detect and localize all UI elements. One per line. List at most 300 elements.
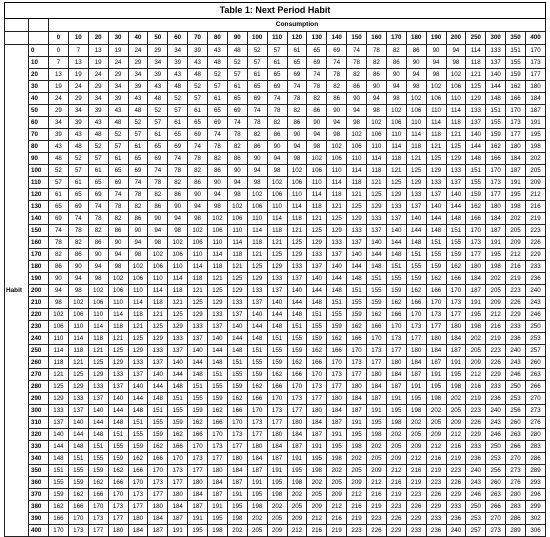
table-cell: 170 (486, 165, 506, 177)
table-cell: 78 (327, 69, 347, 81)
table-cell: 229 (426, 501, 446, 513)
table-cell: 140 (446, 189, 466, 201)
table-cell: 48 (208, 57, 228, 69)
table-cell: 202 (506, 213, 526, 225)
table-cell: 65 (307, 45, 327, 57)
table-cell: 184 (367, 381, 387, 393)
table-cell: 198 (247, 501, 267, 513)
table-cell: 151 (227, 357, 247, 369)
table-cell: 216 (486, 321, 506, 333)
table-cell: 170 (506, 105, 526, 117)
table-cell: 159 (386, 285, 406, 297)
table-cell: 94 (208, 189, 228, 201)
table-cell: 52 (148, 105, 168, 117)
table-cell: 98 (426, 69, 446, 81)
table-cell: 173 (227, 429, 247, 441)
table-cell: 129 (426, 165, 446, 177)
table-cell: 184 (426, 345, 446, 357)
column-header: 200 (446, 32, 466, 45)
table-cell: 125 (307, 225, 327, 237)
table-cell: 140 (168, 357, 188, 369)
table-cell: 118 (168, 285, 188, 297)
table-cell: 151 (168, 393, 188, 405)
table-cell: 137 (128, 369, 148, 381)
table-cell: 110 (406, 117, 426, 129)
table-cell: 125 (128, 333, 148, 345)
table-cell: 240 (466, 465, 486, 477)
table-cell: 180 (367, 369, 387, 381)
table-cell: 223 (347, 525, 367, 537)
table-cell: 52 (208, 69, 228, 81)
table-cell: 187 (406, 369, 426, 381)
table-cell: 61 (208, 93, 228, 105)
table-cell: 43 (68, 129, 88, 141)
table-cell: 114 (128, 297, 148, 309)
table-cell: 216 (406, 465, 426, 477)
table-cell: 209 (367, 465, 387, 477)
table-cell: 133 (227, 297, 247, 309)
table-cell: 137 (466, 117, 486, 129)
table-cell: 144 (347, 261, 367, 273)
table-cell: 273 (486, 525, 506, 537)
table-cell: 121 (168, 297, 188, 309)
table-cell: 195 (426, 381, 446, 393)
table-cell: 114 (386, 141, 406, 153)
table-cell: 110 (49, 333, 69, 345)
table-cell: 78 (267, 105, 287, 117)
table-cell: 118 (128, 309, 148, 321)
corner-cell-2 (29, 19, 49, 32)
row-header: 300 (29, 405, 49, 417)
table-cell: 137 (446, 177, 466, 189)
table-cell: 52 (247, 45, 267, 57)
table-cell: 57 (247, 57, 267, 69)
table-cell: 48 (168, 81, 188, 93)
table-cell: 140 (247, 309, 267, 321)
table-cell: 102 (247, 189, 267, 201)
table-cell: 233 (426, 513, 446, 525)
table-cell: 90 (168, 201, 188, 213)
table-cell: 187 (466, 285, 486, 297)
table-cell: 166 (466, 213, 486, 225)
table-cell: 219 (506, 273, 526, 285)
table-cell: 177 (426, 321, 446, 333)
table-cell: 202 (287, 489, 307, 501)
table-cell: 90 (148, 213, 168, 225)
table-cell: 133 (208, 309, 228, 321)
table-cell: 177 (267, 417, 287, 429)
table-cell: 78 (208, 141, 228, 153)
table-cell: 243 (506, 357, 526, 369)
table-cell: 61 (128, 141, 148, 153)
table-cell: 151 (88, 441, 108, 453)
table-cell: 74 (168, 153, 188, 165)
table-cell: 106 (287, 177, 307, 189)
table-cell: 48 (88, 129, 108, 141)
table-cell: 144 (267, 309, 287, 321)
table-cell: 48 (68, 141, 88, 153)
table-cell: 187 (307, 429, 327, 441)
row-header: 340 (29, 453, 49, 465)
table-cell: 162 (307, 345, 327, 357)
row-header: 190 (29, 273, 49, 285)
table-cell: 82 (168, 177, 188, 189)
table-cell: 159 (148, 429, 168, 441)
table-cell: 219 (466, 393, 486, 405)
table-cell: 177 (227, 441, 247, 453)
table-cell: 7 (49, 57, 69, 69)
table-cell: 155 (406, 261, 426, 273)
table-cell: 29 (148, 45, 168, 57)
table-cell: 202 (426, 405, 446, 417)
table-cell: 236 (446, 513, 466, 525)
table-cell: 159 (247, 369, 267, 381)
table-cell: 180 (247, 441, 267, 453)
table-cell: 86 (406, 45, 426, 57)
table-cell: 133 (347, 225, 367, 237)
table-row (5, 93, 546, 105)
column-header: 10 (68, 32, 88, 45)
table-cell: 219 (526, 213, 546, 225)
table-cell: 52 (188, 81, 208, 93)
table-cell: 140 (49, 429, 69, 441)
table-cell: 198 (267, 489, 287, 501)
table-cell: 162 (168, 429, 188, 441)
table-cell: 233 (506, 321, 526, 333)
table-cell: 205 (287, 501, 307, 513)
row-header: 10 (29, 57, 49, 69)
corner-cell (5, 19, 29, 32)
table-cell: 243 (486, 417, 506, 429)
table-row (5, 249, 546, 261)
table-cell: 253 (486, 453, 506, 465)
table-row (5, 201, 546, 213)
table-cell: 90 (88, 249, 108, 261)
table-cell: 180 (446, 321, 466, 333)
table-cell: 148 (287, 309, 307, 321)
table-cell: 166 (148, 453, 168, 465)
table-cell: 110 (307, 177, 327, 189)
table-cell: 223 (406, 489, 426, 501)
table-cell: 233 (526, 261, 546, 273)
table-cell: 173 (406, 321, 426, 333)
table-cell: 98 (367, 105, 387, 117)
table-cell: 184 (148, 513, 168, 525)
table-cell: 155 (68, 465, 88, 477)
table-cell: 129 (247, 273, 267, 285)
table-cell: 148 (486, 93, 506, 105)
table-cell: 159 (227, 381, 247, 393)
table-cell: 170 (49, 525, 69, 537)
table-cell: 166 (506, 93, 526, 105)
table-cell: 293 (526, 477, 546, 489)
row-header: 30 (29, 81, 49, 93)
table-cell: 125 (208, 285, 228, 297)
table-cell: 106 (128, 273, 148, 285)
table-cell: 155 (367, 285, 387, 297)
table-cell: 180 (128, 513, 148, 525)
table-cell: 226 (526, 237, 546, 249)
column-header-row (5, 32, 546, 45)
table-row (5, 69, 546, 81)
table-cell: 191 (327, 429, 347, 441)
table-cell: 129 (188, 309, 208, 321)
table-cell: 166 (327, 345, 347, 357)
table-cell: 191 (208, 501, 228, 513)
table-row (5, 165, 546, 177)
table-cell: 202 (386, 429, 406, 441)
table-cell: 184 (506, 153, 526, 165)
table-cell: 173 (446, 297, 466, 309)
table-cell: 82 (68, 237, 88, 249)
table-cell: 286 (506, 513, 526, 525)
table-cell: 144 (227, 333, 247, 345)
table-cell: 74 (108, 189, 128, 201)
table-cell: 82 (247, 129, 267, 141)
table-cell: 223 (446, 465, 466, 477)
table-cell: 159 (287, 345, 307, 357)
column-header: 80 (208, 32, 228, 45)
table-cell: 184 (466, 273, 486, 285)
table-cell: 166 (486, 153, 506, 165)
table-cell: 86 (227, 153, 247, 165)
table-cell: 121 (227, 261, 247, 273)
table-cell: 125 (327, 213, 347, 225)
table-cell: 162 (267, 369, 287, 381)
row-header: 350 (29, 465, 49, 477)
table-cell: 273 (526, 405, 546, 417)
column-header: 120 (287, 32, 307, 45)
table-cell: 173 (68, 525, 88, 537)
table-cell: 106 (247, 201, 267, 213)
table-cell: 212 (506, 249, 526, 261)
table-cell: 209 (307, 501, 327, 513)
table-cell: 198 (307, 465, 327, 477)
row-header: 270 (29, 369, 49, 381)
table-cell: 110 (446, 93, 466, 105)
table-cell: 90 (128, 225, 148, 237)
table-cell: 114 (108, 309, 128, 321)
table-cell: 69 (128, 165, 148, 177)
table-cell: 65 (128, 153, 148, 165)
table-cell: 125 (68, 369, 88, 381)
table-cell: 191 (506, 177, 526, 189)
table-cell: 155 (227, 369, 247, 381)
table-cell: 144 (406, 225, 426, 237)
table-cell: 166 (287, 369, 307, 381)
table-cell: 110 (347, 153, 367, 165)
table-cell: 125 (108, 345, 128, 357)
table-cell: 151 (367, 273, 387, 285)
table-cell: 219 (327, 525, 347, 537)
table-cell: 198 (406, 405, 426, 417)
table-cell: 106 (49, 321, 69, 333)
table-cell: 125 (188, 297, 208, 309)
table-cell: 184 (406, 357, 426, 369)
table-cell: 118 (108, 321, 128, 333)
table-cell: 148 (466, 153, 486, 165)
table-cell: 191 (526, 117, 546, 129)
table-row (5, 441, 546, 453)
table-row (5, 393, 546, 405)
table-cell: 19 (108, 45, 128, 57)
table-cell: 140 (188, 345, 208, 357)
table-cell: 133 (486, 45, 506, 57)
table-cell: 209 (526, 177, 546, 189)
table-cell: 114 (466, 45, 486, 57)
table-cell: 162 (426, 273, 446, 285)
table-cell: 170 (287, 381, 307, 393)
table-cell: 233 (446, 501, 466, 513)
table-cell: 140 (148, 369, 168, 381)
table-cell: 74 (287, 81, 307, 93)
table-cell: 102 (287, 165, 307, 177)
table-cell: 236 (506, 333, 526, 345)
table-cell: 98 (188, 213, 208, 225)
table-row (5, 381, 546, 393)
table-cell: 61 (287, 45, 307, 57)
table-cell: 223 (506, 285, 526, 297)
table-cell: 216 (367, 489, 387, 501)
table-cell: 74 (148, 165, 168, 177)
table-cell: 106 (168, 249, 188, 261)
table-cell: 202 (367, 441, 387, 453)
table-cell: 94 (128, 237, 148, 249)
table-cell: 114 (426, 117, 446, 129)
table-cell: 144 (327, 273, 347, 285)
table-cell: 114 (287, 201, 307, 213)
table-cell: 187 (327, 417, 347, 429)
table-cell: 198 (486, 261, 506, 273)
table-cell: 98 (327, 129, 347, 141)
table-cell: 219 (386, 489, 406, 501)
table-cell: 198 (347, 441, 367, 453)
table-cell: 137 (247, 297, 267, 309)
table-cell: 155 (506, 57, 526, 69)
table-cell: 57 (188, 93, 208, 105)
table-cell: 148 (128, 405, 148, 417)
table-cell: 187 (227, 477, 247, 489)
table-cell: 159 (208, 393, 228, 405)
table-cell: 302 (526, 513, 546, 525)
table-cell: 82 (347, 69, 367, 81)
table-cell: 52 (128, 117, 148, 129)
table-row (5, 141, 546, 153)
table-cell: 209 (386, 453, 406, 465)
table-cell: 180 (406, 345, 426, 357)
table-cell: 110 (267, 201, 287, 213)
table-cell: 133 (247, 285, 267, 297)
table-row (5, 501, 546, 513)
row-header: 110 (29, 177, 49, 189)
table-cell: 121 (426, 141, 446, 153)
table-cell: 102 (168, 237, 188, 249)
table-cell: 65 (108, 165, 128, 177)
table-cell: 162 (367, 309, 387, 321)
table-cell: 257 (466, 525, 486, 537)
table-cell: 118 (367, 165, 387, 177)
row-header: 250 (29, 345, 49, 357)
table-cell: 162 (327, 333, 347, 345)
table-cell: 187 (247, 465, 267, 477)
table-cell: 148 (446, 213, 466, 225)
table-cell: 129 (446, 153, 466, 165)
table-cell: 110 (108, 297, 128, 309)
table-cell: 57 (208, 81, 228, 93)
table-cell: 43 (148, 81, 168, 93)
table-cell: 187 (347, 405, 367, 417)
table-cell: 137 (188, 333, 208, 345)
table-cell: 133 (49, 405, 69, 417)
table-cell: 106 (406, 105, 426, 117)
table-cell: 98 (446, 57, 466, 69)
table-cell: 74 (188, 141, 208, 153)
table-cell: 202 (406, 417, 426, 429)
table-cell: 110 (68, 321, 88, 333)
table-cell: 198 (526, 141, 546, 153)
table-cell: 184 (227, 465, 247, 477)
table-cell: 173 (88, 513, 108, 525)
table-cell: 24 (88, 69, 108, 81)
table-cell: 173 (367, 345, 387, 357)
table-cell: 98 (88, 273, 108, 285)
table-cell: 140 (227, 321, 247, 333)
table-cell: 65 (287, 57, 307, 69)
table-cell: 180 (486, 201, 506, 213)
table-cell: 86 (347, 81, 367, 93)
table-cell: 48 (227, 45, 247, 57)
table-cell: 162 (347, 321, 367, 333)
table-cell: 125 (466, 81, 486, 93)
table-cell: 29 (49, 105, 69, 117)
table-cell: 65 (148, 141, 168, 153)
table-cell: 144 (426, 213, 446, 225)
table-cell: 114 (68, 333, 88, 345)
row-header: 50 (29, 105, 49, 117)
row-header: 370 (29, 489, 49, 501)
table-cell: 78 (247, 117, 267, 129)
table-cell: 114 (327, 177, 347, 189)
table-cell: 173 (486, 177, 506, 189)
table-row (5, 525, 546, 537)
table-cell: 94 (188, 201, 208, 213)
table-cell: 177 (506, 129, 526, 141)
table-cell: 219 (367, 501, 387, 513)
table-cell: 170 (446, 285, 466, 297)
table-cell: 166 (188, 429, 208, 441)
table-cell: 263 (506, 429, 526, 441)
table-cell: 114 (446, 105, 466, 117)
table-cell: 144 (88, 417, 108, 429)
table-cell: 170 (128, 477, 148, 489)
table-cell: 118 (208, 261, 228, 273)
table-cell: 166 (307, 357, 327, 369)
table-cell: 257 (526, 345, 546, 357)
column-header: 150 (347, 32, 367, 45)
table-cell: 180 (347, 381, 367, 393)
table-cell: 273 (506, 465, 526, 477)
table-cell: 151 (68, 453, 88, 465)
table-cell: 90 (386, 69, 406, 81)
table-cell: 74 (88, 201, 108, 213)
table-cell: 144 (386, 237, 406, 249)
table-cell: 180 (327, 393, 347, 405)
table-cell: 177 (108, 513, 128, 525)
table-cell: 198 (227, 513, 247, 525)
table-cell: 57 (148, 117, 168, 129)
table-cell: 86 (287, 117, 307, 129)
table-cell: 162 (466, 201, 486, 213)
